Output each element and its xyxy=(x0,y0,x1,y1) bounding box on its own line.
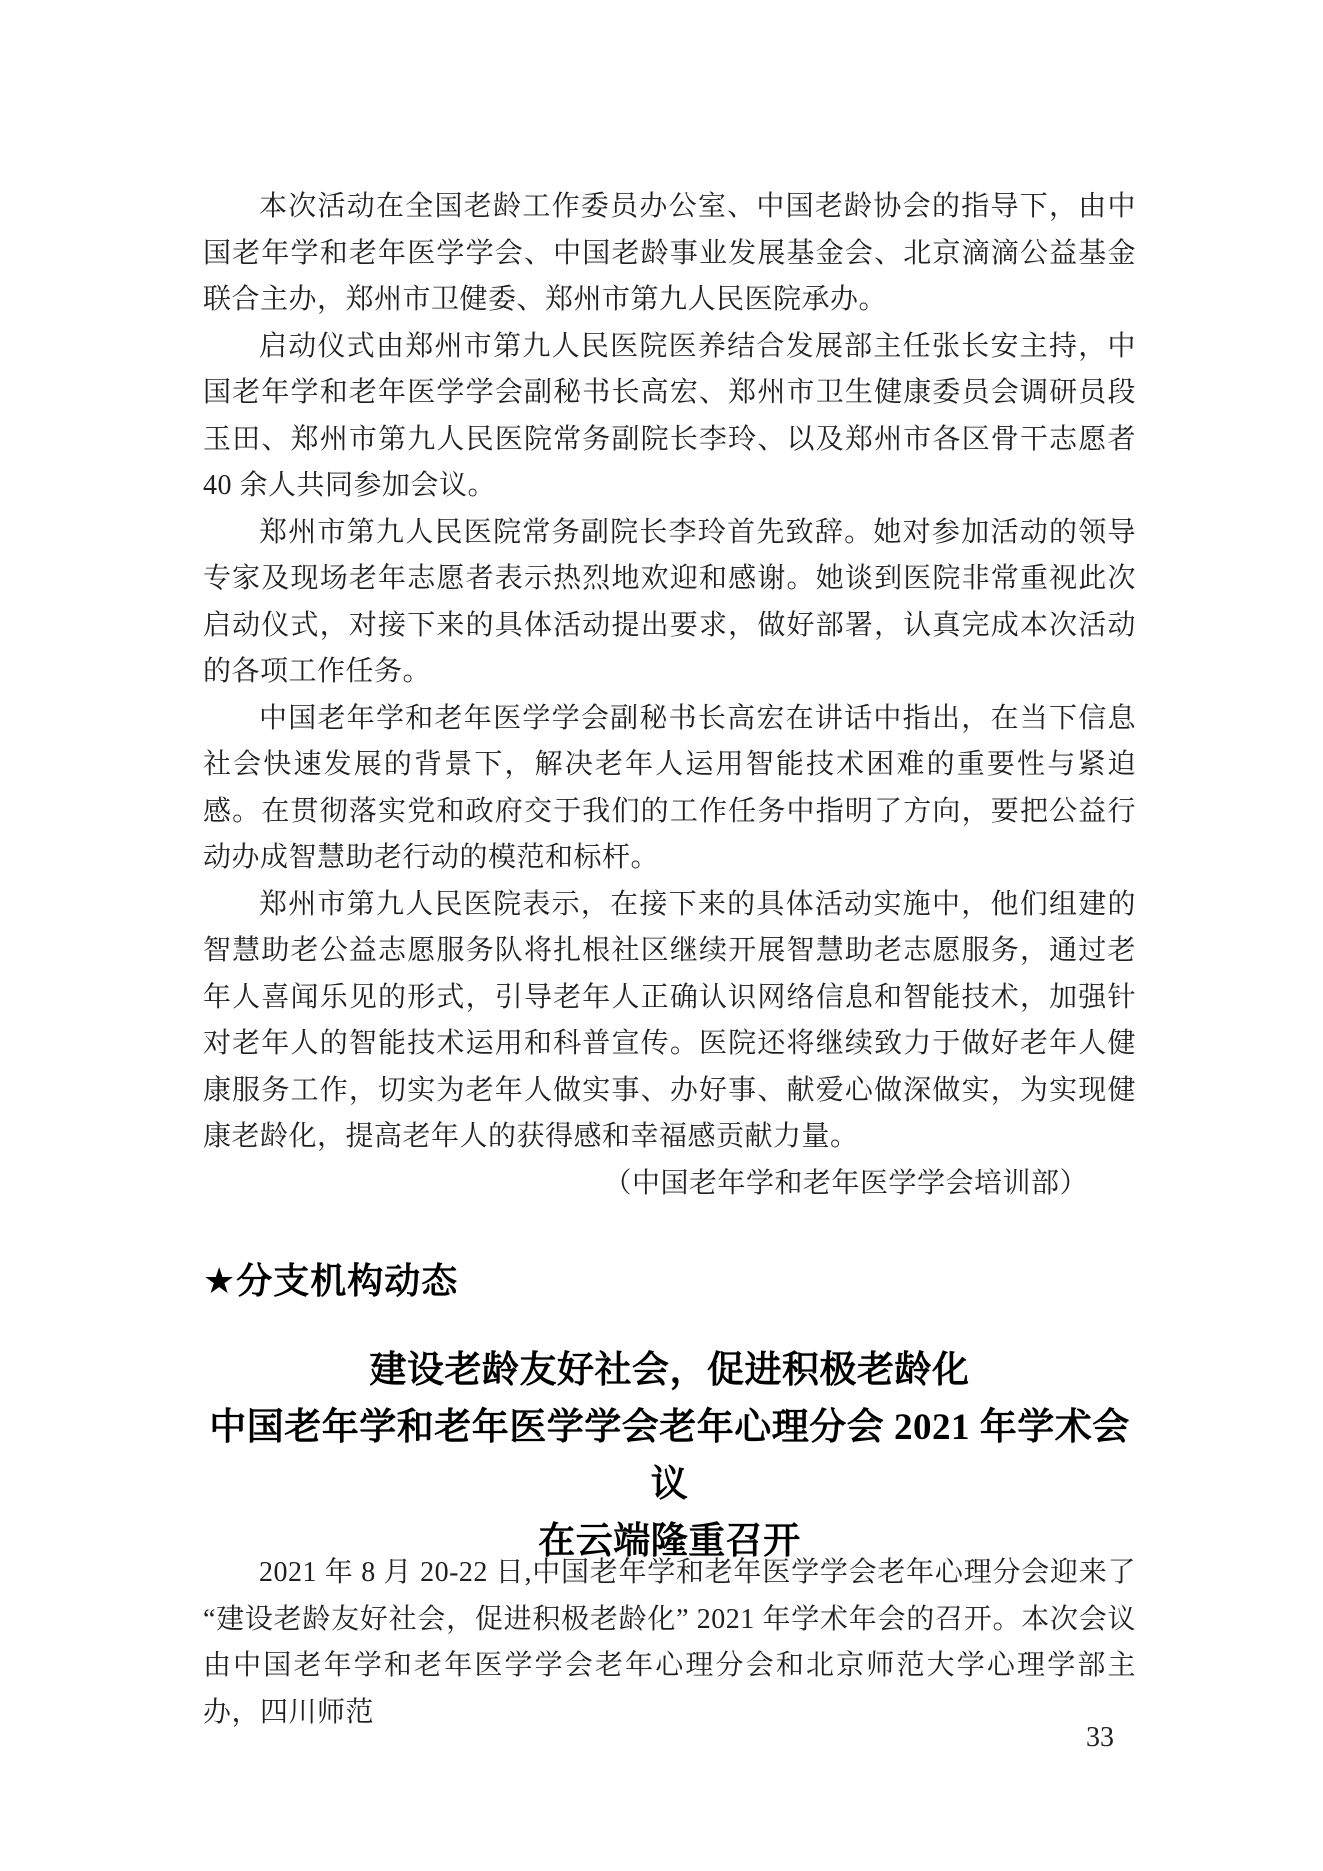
intro-block xyxy=(203,1550,1136,1736)
article-title xyxy=(203,1342,1136,1570)
signature-line: （中国老年学和老年医学学会培训部） xyxy=(603,1167,1088,1199)
body-paragraph-2: 启动仪式由郑州市第九人民医院医养结合发展部主任张长安主持，中国老年学和老年医学学会副秘书长高宏、郑州市卫生健康委员会调研员段玉田、郑州市第九人民医院常务副院长李玲、以及郑州市各区骨干志愿者 40 余人共同参加会议。 xyxy=(203,330,1136,501)
body-paragraph-5: 郑州市第九人民医院表示，在接下来的具体活动实施中，他们组建的智慧助老公益志愿服务队将扎根社区继续开展智慧助老志愿服务，通过老年人喜闻乐见的形式，引导老年人正确认识网络信息和智能技术，加强针对老年人的智能技术运用和科普宣传。医院还将继续致力于做好老年人健康服务工作，切实为老年人做实事、办好事、献爱心做深做实，为实现健康老龄化，提高老年人的获得感和幸福感贡献力量。 xyxy=(203,888,1136,1152)
intro-paragraph: 2021 年 8 月 20-22 日,中国老年学和老年医学学会老年心理分会迎来了“建设老龄友好社会，促进积极老龄化” 2021 年学术年会的召开。本次会议由中国老年学和老年医学学会老年心理分会和北京师范大学心理学部主办，四川师范 xyxy=(203,1557,1136,1728)
body-paragraph-4: 中国老年学和老年医学学会副秘书长高宏在讲话中指出，在当下信息社会快速发展的背景下，解决老年人运用智能技术困难的重要性与紧迫感。在贯彻落实党和政府交于我们的工作任务中指明了方向，要把公益行动办成智慧助老行动的模范和标杆。 xyxy=(203,702,1136,873)
section-heading: ★分支机构动态 xyxy=(203,1260,459,1301)
page-number: 33 xyxy=(1086,1722,1114,1753)
article-title-line-2: 中国老年学和老年医学学会老年心理分会 2021 年学术会议 xyxy=(209,1407,1130,1505)
article-body xyxy=(203,184,1136,1207)
body-paragraph-3: 郑州市第九人民医院常务副院长李玲首先致辞。她对参加活动的领导专家及现场老年志愿者表示热烈地欢迎和感谢。她谈到医院非常重视此次启动仪式，对接下来的具体活动提出要求，做好部署，认真完成本次活动的各项工作任务。 xyxy=(203,516,1136,687)
article-title-line-1: 建设老龄友好社会，促进积极老龄化 xyxy=(369,1350,970,1391)
body-paragraph-1: 本次活动在全国老龄工作委员办公室、中国老龄协会的指导下，由中国老年学和老年医学学会、中国老龄事业发展基金会、北京滴滴公益基金联合主办，郑州市卫健委、郑州市第九人民医院承办。 xyxy=(203,191,1136,315)
article-title-line-3: 在云端隆重召开 xyxy=(538,1521,801,1562)
